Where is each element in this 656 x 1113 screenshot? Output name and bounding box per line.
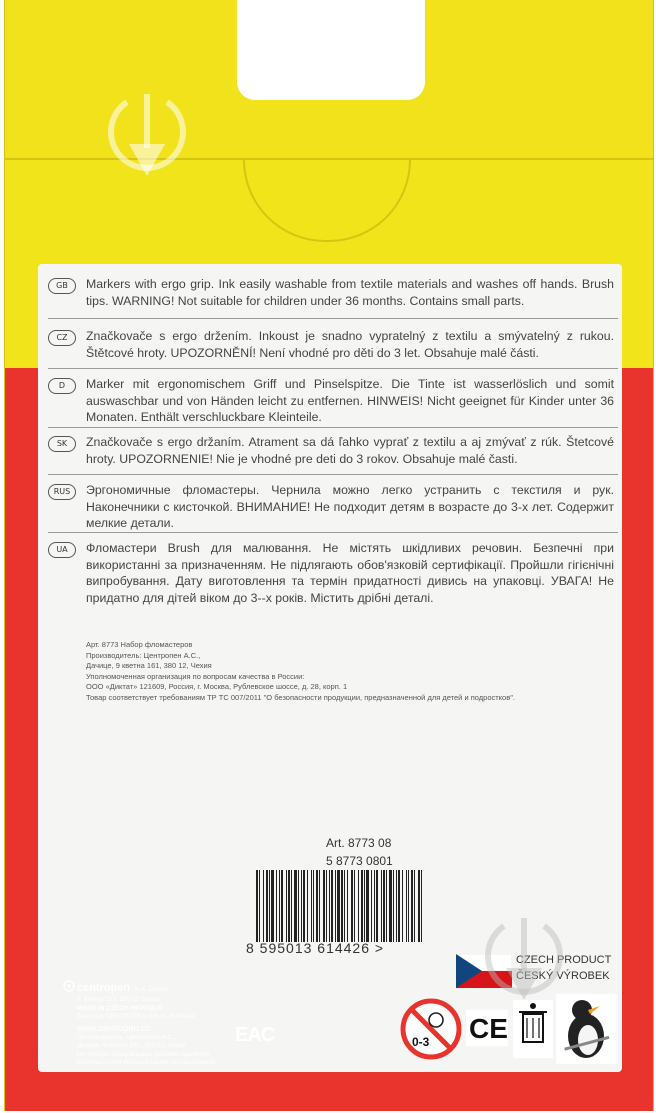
barcode-bar — [291, 870, 292, 942]
divider — [48, 368, 618, 369]
barcode-digits: 8 595013 614426 > — [246, 940, 385, 956]
barcode-bar — [347, 870, 348, 942]
barcode-bar — [303, 870, 305, 942]
lang-badge: RUS — [48, 484, 76, 500]
package-back — [4, 0, 654, 1111]
art-label: Art. 8773 08 — [326, 836, 392, 850]
barcode-bar — [396, 870, 397, 942]
info-line: Арт. 8773 Набор фломастеров — [86, 640, 193, 649]
barcode-bar — [414, 870, 415, 942]
barcode-bar — [316, 870, 318, 942]
ce-mark-icon — [466, 1010, 508, 1046]
waste-bin-icon — [513, 1000, 553, 1058]
ce-mark-text: CE — [469, 1013, 508, 1044]
brand-logo: centropen — [77, 982, 131, 994]
barcode-bar — [361, 870, 363, 942]
barcode-bar — [256, 870, 258, 942]
brand-block — [77, 978, 257, 1068]
barcode-bar — [307, 870, 308, 942]
barcode-bar — [331, 870, 333, 942]
info-line: Производитель: Центропен А.С., — [86, 650, 201, 660]
barcode-bar — [366, 870, 369, 942]
barcode-bar — [421, 870, 422, 942]
barcode-bar — [269, 870, 270, 942]
lang-badge: GB — [48, 278, 76, 294]
barcode-bar — [286, 870, 287, 942]
brand-importer: Dovozca: CENTROPEN SR, K. N. Mesto — [77, 1013, 196, 1020]
brand-made-in: MADE IN CZECH REPUBLIC — [77, 1004, 164, 1012]
brand-ru-line: Дачице, 9 кветна 161, 380 12, Чехия — [77, 1042, 186, 1049]
watermark-icon — [101, 92, 193, 196]
barcode-bar — [376, 870, 378, 942]
lang-text: Značkovače s ergo držením. Inkoust je snadno vypratelný z textilu a smývatelný z rukou. Štětcové hroty. UPOZORNĚNÍ! Není vhodné pro děti do 3 let. Obsahuje malé části. — [86, 329, 614, 360]
brand-suffix: a. s. Dačice — [134, 986, 169, 993]
barcode-bar — [294, 870, 297, 942]
barcode-bar — [323, 870, 325, 942]
article-number — [326, 834, 393, 870]
barcode-bar — [371, 870, 372, 942]
barcode-bar — [374, 870, 375, 942]
info-line: Дачице, 9 кветна 161, 380 12, Чехия — [86, 661, 212, 671]
barcode-bar — [389, 870, 392, 942]
lang-badge: SK — [48, 436, 76, 452]
barcode-bar — [259, 870, 260, 942]
lang-text: Markers with ergo grip. Ink easily washable from textile materials and washes off hands. Brush tips. WARNING! Not suitable for children under 36 months. Contains small parts. — [86, 277, 614, 308]
barcode-bar — [281, 870, 283, 942]
age-warning-text: 0-3 — [412, 1035, 430, 1049]
divider — [48, 474, 618, 475]
barcode-bar — [276, 870, 277, 942]
barcode-bar — [319, 870, 320, 942]
barcode — [256, 870, 424, 942]
brand-ru-line: Безопасен при использовании по назначению — [77, 1059, 216, 1066]
barcode-bar — [341, 870, 343, 942]
barcode-bar — [364, 870, 365, 942]
penguin-mascot-icon — [556, 994, 618, 1064]
barcode-bar — [344, 870, 345, 942]
hanger-tab-cutout — [237, 0, 425, 100]
brand-address: 9. května 161, 380 12 Dačice — [77, 996, 162, 1003]
centropen-logo-icon — [63, 980, 75, 992]
barcode-bar — [358, 870, 359, 942]
barcode-bar — [263, 870, 264, 942]
barcode-bar — [418, 870, 420, 942]
barcode-bar — [326, 870, 327, 942]
barcode-bar — [402, 870, 403, 942]
info-line: Уполномоченная организация по вопросам качества в России: — [86, 671, 305, 681]
lang-text: Značkovače s ergo držaním. Atrament sa dá ľahko vyprať z textilu a aj zmývať z rúk. Štetcové hroty. UPOZORNENIE! Nie je vhodné pre deti do 3 rokov. Obsahuje malé časti. — [86, 435, 614, 466]
barcode-bar — [386, 870, 387, 942]
barcode-bar — [329, 870, 330, 942]
lang-badge: D — [48, 378, 76, 394]
art-code: 5 8773 0801 — [326, 854, 393, 868]
barcode-bar — [381, 870, 382, 942]
barcode-bar — [408, 870, 409, 942]
barcode-bar — [298, 870, 299, 942]
barcode-bar — [351, 870, 353, 942]
barcode-bar — [288, 870, 290, 942]
barcode-bar — [337, 870, 340, 942]
lang-text: Фломастери Brush для малювання. Не містять шкідливих речовин. Безпечні при використанні за призначенням. Не підлягають обов'язковій сертифікації. Пройшли гігієнічні випробування. Дату виготовлення та термін придатності дивись на упаковці. УВАГА! Не придатно для дітей віком до 3--х років. Містить дрібні деталі. — [86, 541, 614, 605]
made-in-line2: ČESKÝ VÝROBEK — [516, 970, 610, 982]
barcode-bar — [311, 870, 312, 942]
barcode-bar — [411, 870, 413, 942]
russian-importer-info — [86, 640, 515, 704]
brand-ru-line: Производитель: Центропен А.С., — [77, 1033, 177, 1041]
barcode-bar — [266, 870, 268, 942]
barcode-bar — [393, 870, 394, 942]
barcode-bar — [271, 870, 274, 942]
barcode-bar — [313, 870, 314, 942]
barcode-bar — [398, 870, 400, 942]
barcode-bar — [406, 870, 407, 942]
barcode-bar — [383, 870, 385, 942]
eac-mark: EAC — [235, 1024, 275, 1046]
info-panel — [38, 264, 622, 1072]
divider — [48, 532, 618, 533]
made-in-line1: CZECH PRODUCT — [516, 954, 612, 966]
lang-text: Marker mit ergonomischem Griff und Pinselspitze. Die Tinte ist wasserlöslich und somit auswaschbar und von Händen leicht zu entfernen. HINWEIS! Nicht geeignet für Kinder unter 36 Monaten. Enthält verschluckbare Kleinteile. — [86, 377, 614, 424]
lang-badge: UA — [48, 542, 76, 558]
barcode-bar — [354, 870, 355, 942]
info-line: ООО «Диктат» 121609, Россия, г. Москва, Рублевское шоссе, д. 28, корп. 1 — [86, 682, 348, 692]
info-line: Товар соответствует требованиям ТР ТС 007/2011 "О безопасности продукции, предназначенной для детей и подростков". — [86, 692, 515, 702]
barcode-bar — [279, 870, 280, 942]
barcode-bar — [335, 870, 336, 942]
barcode-bar — [301, 870, 302, 942]
divider — [48, 318, 618, 319]
lang-text: Эргономичные фломастеры. Чернила можно легко устранить с текстиля и рук. Наконечники с кисточкой. ВНИМАНИЕ! Не подходит детям в возрасте до 3-х лет. Содержит мелкие детали. — [86, 483, 614, 530]
lang-badge: CZ — [48, 330, 76, 346]
age-warning-icon — [398, 996, 464, 1062]
brand-ru-line: Не требует специальных условий хранения. — [77, 1050, 211, 1058]
divider — [48, 427, 618, 428]
brand-website: www.centropen.cz — [77, 1022, 151, 1033]
